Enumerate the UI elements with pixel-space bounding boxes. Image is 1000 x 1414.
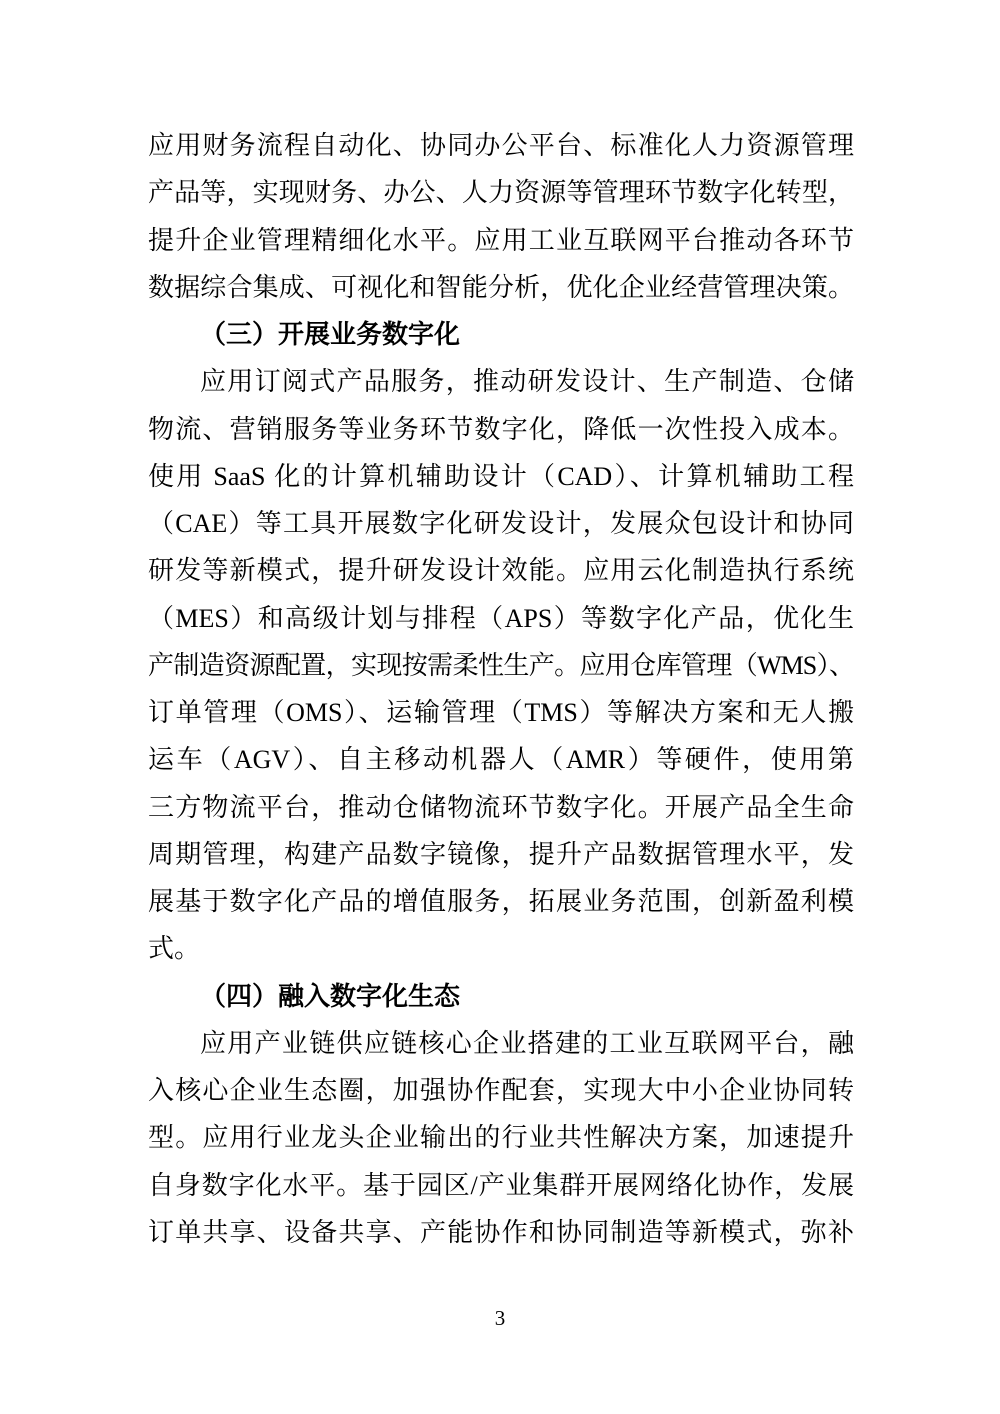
body-text-line: 物流、营销服务等业务环节数字化，降低一次性投入成本。 xyxy=(148,414,854,444)
body-text-line: 运车（AGV）、自主移动机器人（AMR）等硬件，使用第 xyxy=(148,745,854,775)
body-text-line: 式。 xyxy=(148,934,201,964)
body-text-line: 周期管理，构建产品数字镜像，提升产品数据管理水平，发 xyxy=(148,839,854,869)
body-text-line: 使用 SaaS 化的计算机辅助设计（CAD）、计算机辅助工程 xyxy=(148,461,854,491)
section-heading: （三）开展业务数字化 xyxy=(200,319,461,349)
body-text-line: 自身数字化水平。基于园区/产业集群开展网络化协作，发展 xyxy=(148,1170,854,1200)
body-text-line: 应用订阅式产品服务，推动研发设计、生产制造、仓储 xyxy=(200,367,854,397)
body-text-line: 产品等，实现财务、办公、人力资源等管理环节数字化转型， xyxy=(148,178,854,208)
document-body xyxy=(148,122,854,1256)
section-heading: （四）融入数字化生态 xyxy=(200,980,461,1011)
body-text-line: 订单共享、设备共享、产能协作和协同制造等新模式，弥补 xyxy=(148,1217,854,1247)
body-text-line: 型。应用行业龙头企业输出的行业共性解决方案，加速提升 xyxy=(148,1123,854,1153)
body-text-line: 入核心企业生态圈，加强协作配套，实现大中小企业协同转 xyxy=(148,1076,854,1105)
body-text-line: 应用财务流程自动化、协同办公平台、标准化人力资源管理 xyxy=(148,131,854,160)
body-text-line: （MES）和高级计划与排程（APS）等数字化产品，优化生 xyxy=(148,603,854,633)
page-number: 3 xyxy=(494,1306,506,1330)
body-text-line: 三方物流平台，推动仓储物流环节数字化。开展产品全生命 xyxy=(148,792,854,822)
body-text-line: 应用产业链供应链核心企业搭建的工业互联网平台，融 xyxy=(200,1028,854,1058)
body-text-line: 展基于数字化产品的增值服务，拓展业务范围，创新盈利模 xyxy=(148,887,854,916)
body-text-line: 提升企业管理精细化水平。应用工业互联网平台推动各环节 xyxy=(148,225,854,255)
body-text-line: （CAE）等工具开展数字化研发设计，发展众包设计和协同 xyxy=(148,509,854,538)
body-text-line: 产制造资源配置，实现按需柔性生产。应用仓库管理（WMS）、 xyxy=(148,650,854,680)
body-text-line: 订单管理（OMS）、运输管理（TMS）等解决方案和无人搬 xyxy=(148,698,854,727)
body-text-line: 数据综合集成、可视化和智能分析，优化企业经营管理决策。 xyxy=(148,272,854,302)
body-text-line: 研发等新模式，提升研发设计效能。应用云化制造执行系统 xyxy=(148,556,854,586)
